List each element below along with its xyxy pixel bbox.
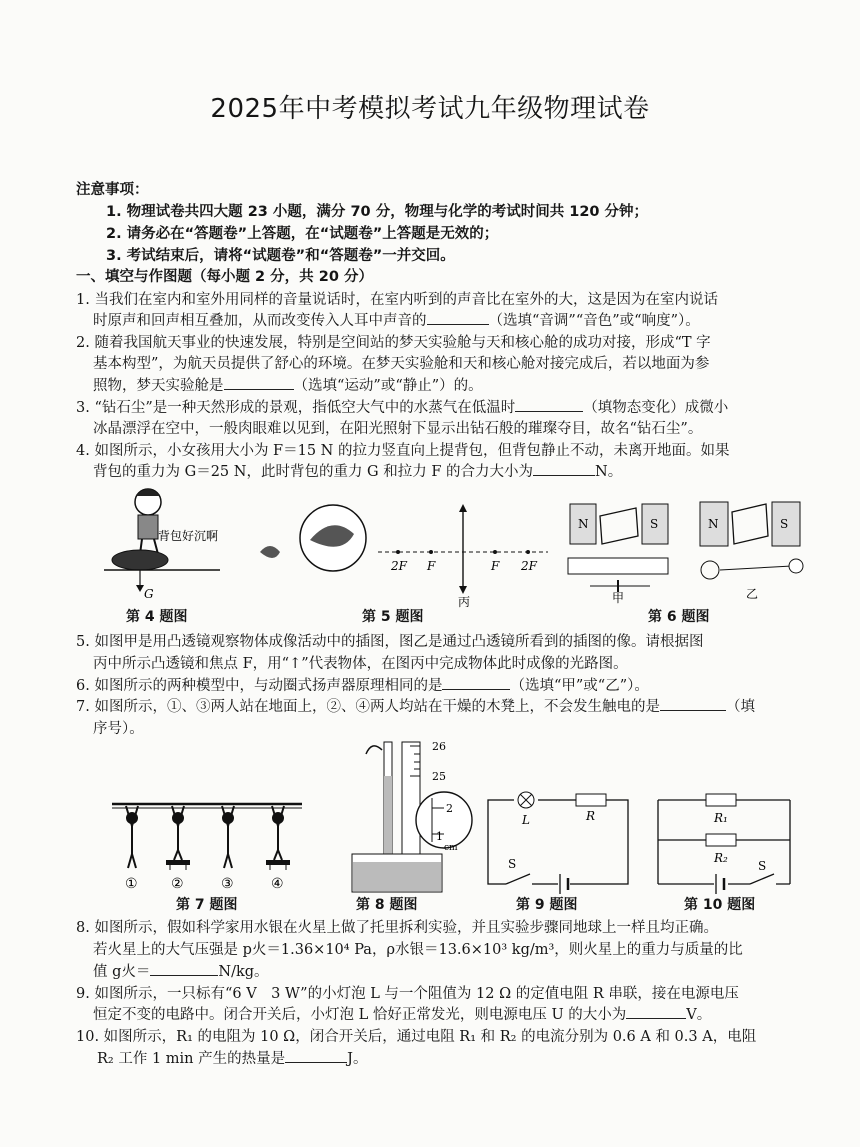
notice-item: 1. 物理试卷共四大题 23 小题，满分 70 分，物理与化学的考试时间共 120 分钟； [106, 204, 649, 220]
q2-line: 2. 随着我国航天事业的快速发展，特别是空间站的梦天实验舱与天和核心舱的成功对接，形成“T 字 [76, 335, 711, 351]
pole-label: N [708, 517, 719, 531]
wood-stool [166, 860, 190, 865]
speech-text: 背包好沉啊 [158, 529, 219, 543]
g-label: G [144, 587, 154, 601]
figure-caption: 第 8 题图 [356, 897, 418, 913]
figure-caption: 第 7 题图 [176, 897, 238, 913]
q8-line: 若火星上的大气压强是 p火＝1.36×10⁴ Pa，ρ水银＝13.6×10³ kg/m³，则火星上的重力与质量的比 [93, 942, 743, 958]
figure-4 [100, 482, 260, 602]
figure-caption: 第 6 题图 [648, 609, 710, 625]
hand-figure [366, 746, 382, 754]
q9-line: 9. 如图所示，一只标有“6 V 3 W”的小灯泡 L 与一个阻值为 12 Ω 的定值电阻 R 串联，接在电源电压 [76, 986, 739, 1002]
section-heading: 一、填空与作图题（每小题 2 分，共 20 分） [76, 269, 373, 285]
figure-caption: 第 5 题图 [362, 609, 424, 625]
pole-label: S [650, 517, 659, 531]
notice-heading: 注意事项： [76, 182, 149, 198]
ruler [402, 742, 420, 862]
figure-caption: 第 4 题图 [126, 609, 188, 625]
person-number: ① [125, 876, 138, 892]
figure-5 [248, 500, 548, 609]
answer-blank[interactable] [285, 1049, 347, 1063]
answer-blank[interactable] [427, 311, 489, 325]
q4-line: 4. 如图所示，小女孩用大小为 F＝15 N 的拉力竖直向上提背包，但背包静止不动，未离开地面。如果 [76, 443, 730, 459]
resistor-symbol [706, 834, 736, 846]
q2-line: 照物，梦天实验舱是 （选填“运动”或“静止”）的。 [93, 378, 483, 394]
wood-stool [266, 860, 290, 865]
resistor-symbol [706, 794, 736, 806]
q9-line: 恒定不变的电路中。闭合开关后，小灯泡 L 恰好正常发光，则电源电压 U 的大小为 V。 [93, 1007, 712, 1023]
lamp-label: L [522, 813, 530, 827]
figure-caption: 第 10 题图 [684, 897, 756, 913]
q6-line: 6. 如图所示的两种模型中，与动圈式扬声器原理相同的是 （选填“甲”或“乙”）。 [76, 678, 649, 694]
figure-caption: 第 9 题图 [516, 897, 578, 913]
q5-line: 丙中所示凸透镜和焦点 F，用“↑”代表物体，在图丙中完成物体此时成像的光路图。 [93, 656, 628, 672]
resistor-symbol [576, 794, 606, 806]
answer-blank[interactable] [150, 962, 218, 976]
ruler-tick: 2 [446, 802, 453, 815]
q1-line: 1. 当我们在室内和室外用同样的音量说话时，在室内听到的声音比在室外的大，这是因为在室内说话 [76, 292, 718, 308]
ruler-tick: 1 [436, 830, 443, 843]
figure-6 [560, 486, 820, 605]
q7-line: 7. 如图所示，①、③两人站在地面上，②、④两人均站在干燥的木凳上，不会发生触电的是 （填 [76, 699, 755, 715]
magnifier-circle [416, 792, 472, 848]
ruler-tick: 26 [432, 740, 446, 753]
focus-label: F [491, 559, 500, 573]
ruler-unit: cm [444, 843, 458, 853]
notice-item: 2. 请务必在“答题卷”上答题，在“试题卷”上答题是无效的； [106, 226, 499, 242]
ruler-tick: 25 [432, 770, 446, 783]
q3-line: 冰晶漂浮在空中，一般肉眼难以见到，在阳光照射下显示出钻石般的璀璨夺目，故名“钻石尘”。 [93, 421, 703, 437]
q8-line: 8. 如图所示，假如科学家用水银在火星上做了托里拆利实验，并且实验步骤同地球上一样且均正确。 [76, 920, 718, 936]
answer-blank[interactable] [224, 376, 294, 390]
answer-blank[interactable] [626, 1005, 686, 1019]
answer-blank[interactable] [442, 676, 510, 690]
q10-line: R₂ 工作 1 min 产生的热量是 J。 [97, 1051, 368, 1067]
switch-label: S [758, 859, 767, 873]
pole-label: S [780, 517, 789, 531]
r1-label: R₁ [714, 811, 728, 825]
page-title: 2025年中考模拟考试九年级物理试卷 [210, 94, 650, 124]
answer-blank[interactable] [515, 398, 583, 412]
q10-line: 10. 如图所示，R₁ 的电阻为 10 Ω，闭合开关后，通过电阻 R₁ 和 R₂ 的电流分别为 0.6 A 和 0.3 A，电阻 [76, 1029, 757, 1045]
person-number: ② [171, 876, 184, 892]
figure-8 [340, 736, 475, 896]
q5-line: 5. 如图甲是用凸透镜观察物体成像活动中的插图，图乙是通过凸透镜所看到的插图的像。请根据图 [76, 634, 704, 650]
pole-label: N [578, 517, 589, 531]
q7-line: 序号）。 [93, 721, 144, 737]
person-number: ③ [221, 876, 234, 892]
focus-label: F [427, 559, 436, 573]
person-number: ④ [271, 876, 284, 892]
focus-label: 2F [391, 559, 407, 573]
lizard-figure [260, 546, 280, 558]
r2-label: R₂ [714, 851, 728, 865]
answer-blank[interactable] [533, 462, 595, 476]
notice-item: 3. 考试结束后，请将“试题卷”和“答题卷”一并交回。 [106, 248, 455, 264]
figure-10 [654, 790, 794, 894]
switch-label: S [508, 857, 517, 871]
focus-label: 2F [521, 559, 537, 573]
resistor-label: R [586, 809, 596, 823]
q8-line: 值 g火＝ N/kg。 [93, 964, 269, 980]
figure-7 [112, 796, 302, 892]
yi-label: 乙 [746, 587, 759, 601]
q4-line: 背包的重力为 G＝25 N，此时背包的重力 G 和拉力 F 的合力大小为 N。 [93, 464, 623, 480]
q1-line: 时原声和回声相互叠加，从而改变传入人耳中声音的 （选填“音调”“音色”或“响度”）。 [93, 313, 700, 329]
answer-blank[interactable] [660, 697, 726, 711]
q2-line: 基本构型”，为航天员提供了舒心的环境。在梦天实验舱和天和核心舱对接完成后，若以地面为参 [93, 356, 710, 372]
bing-label: 丙 [458, 595, 471, 609]
q3-line: 3. “钻石尘”是一种天然形成的景观，指低空大气中的水蒸气在低温时 （填物态变化）成微小 [76, 400, 729, 416]
jia-label: 甲 [612, 591, 625, 605]
figure-9 [486, 790, 636, 894]
